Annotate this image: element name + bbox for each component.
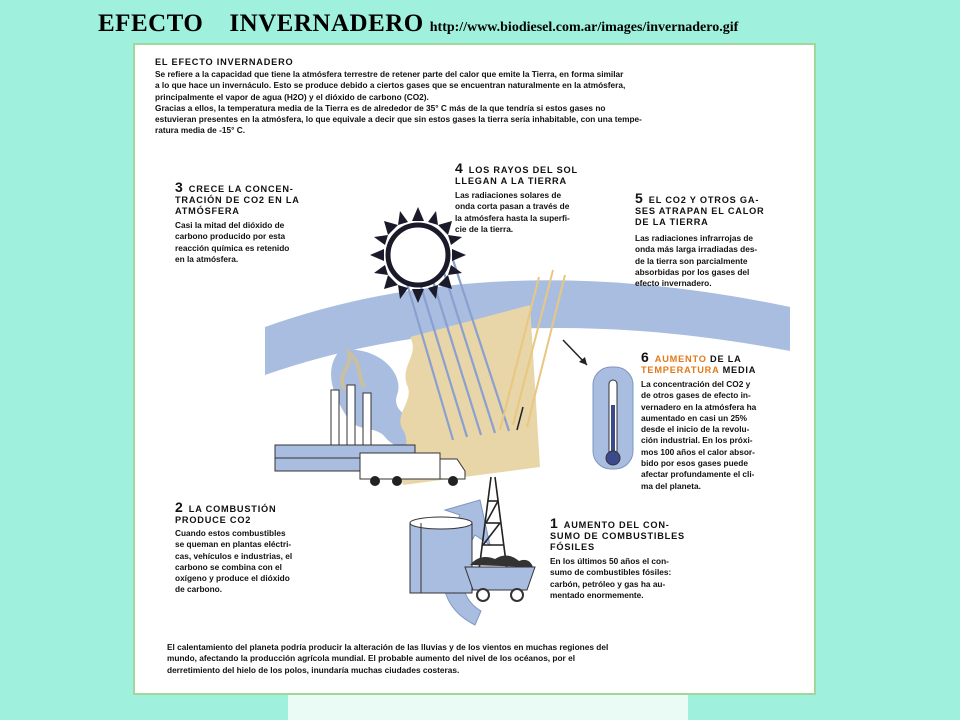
step2-line: cas, vehículos e industrias, el bbox=[175, 550, 293, 561]
step5-line: absorbidas por los gases del bbox=[635, 266, 750, 277]
step6-heading bbox=[641, 349, 757, 376]
step1-heading-line: SUMO DE COMBUSTIBLES bbox=[550, 531, 685, 541]
step6-text bbox=[641, 379, 756, 492]
step2-line: oxígeno y produce el dióxido bbox=[175, 573, 290, 584]
step2-heading bbox=[175, 499, 277, 526]
step6-line: ma del planeta. bbox=[641, 480, 701, 491]
step4-heading-line: LOS RAYOS DEL SOL bbox=[468, 165, 578, 175]
step6-line: ción industrial. En los próxi- bbox=[641, 435, 753, 446]
thermometer-icon bbox=[593, 367, 633, 469]
step3-line: carbono producido por esta bbox=[175, 231, 286, 242]
intro-line: estuvieran presentes en la atmósfera, lo que equivale a decir que sin estos gases la tierra sería inhabitable, con una tempe- bbox=[155, 114, 642, 125]
step3-heading-line: TRACIÓN DE CO2 EN LA bbox=[175, 195, 300, 205]
intro-line: a lo que hace un invernáculo. Esto se produce debido a ciertos gases que se encuentran naturalmente en la atmósfera, bbox=[155, 80, 626, 91]
step3-heading-line: ATMÓSFERA bbox=[175, 206, 240, 216]
title-word-invernadero: INVERNADERO bbox=[229, 10, 424, 37]
step1-line: En los últimos 50 años el con- bbox=[550, 556, 669, 566]
step4-line: onda corta pasan a través de bbox=[455, 201, 570, 212]
footer-line: mundo, afectando la producción agrícola mundial. El probable aumento del nivel de los océanos, por el bbox=[167, 653, 576, 664]
step4-line: la atmósfera hasta la superfi- bbox=[455, 212, 570, 223]
step1-line: carbón, petróleo y gas ha au- bbox=[550, 578, 666, 589]
step4-line: cie de la tierra. bbox=[455, 223, 514, 234]
step6-heading-text: MEDIA bbox=[722, 365, 757, 375]
step6-line: bido por esos gases puede bbox=[641, 458, 748, 469]
intro-heading: EL EFECTO INVERNADERO bbox=[155, 57, 294, 67]
footer-line: El calentamiento del planeta podría producir la alteración de las lluvias y de los vientos en muchas regiones del bbox=[167, 642, 609, 652]
intro-line: Gracias a ellos, la temperatura media de la Tierra es de alrededor de 35° C más de la que tendría si estos gases no bbox=[155, 102, 606, 113]
source-url: http://www.biodiesel.com.ar/images/invernadero.gif bbox=[429, 20, 739, 35]
storage-tank-icon bbox=[410, 517, 472, 593]
step5-heading-line: SES ATRAPAN EL CALOR bbox=[635, 206, 765, 216]
step6-line: vernadero en la atmósfera ha bbox=[641, 401, 757, 412]
sun-icon bbox=[370, 207, 466, 303]
step6-line: afectar profundamente el cli- bbox=[641, 469, 755, 480]
step5-heading-line: EL CO2 Y OTROS GA- bbox=[648, 195, 760, 205]
step5-number: 5 bbox=[635, 190, 643, 206]
intro-line: ratura media de -15° C. bbox=[155, 125, 246, 136]
greenhouse-diagram bbox=[133, 43, 816, 695]
step6-heading-text: DE LA bbox=[710, 354, 742, 364]
step6-line: La concentración del CO2 y bbox=[641, 379, 751, 389]
step6-heading-orange: AUMENTO bbox=[654, 354, 707, 364]
step2-heading-line: LA COMBUSTIÓN bbox=[188, 504, 277, 514]
intro-line: principalmente el vapor de agua (H2O) y el dióxido de carbono (CO2). bbox=[155, 91, 429, 102]
step6-line: desde el inicio de la revolu- bbox=[641, 424, 750, 435]
step3-heading-line: CRECE LA CONCEN- bbox=[188, 184, 294, 194]
coal-cart-icon bbox=[465, 555, 535, 601]
step2-line: de carbono. bbox=[175, 584, 223, 595]
bottom-strip bbox=[288, 695, 688, 720]
step2-line: carbono se combina con el bbox=[175, 561, 282, 572]
step6-line: mos 100 años el calor absor- bbox=[641, 446, 755, 457]
footer-text bbox=[167, 642, 807, 676]
step5-text bbox=[635, 233, 757, 289]
step1-heading-line: AUMENTO DEL CON- bbox=[563, 520, 670, 530]
step3-number: 3 bbox=[175, 179, 183, 195]
step5-line: de la tierra son parcialmente bbox=[635, 255, 748, 266]
step3-heading bbox=[175, 179, 300, 217]
step6-line: de otros gases de efecto in- bbox=[641, 390, 751, 401]
step1-text bbox=[550, 556, 671, 601]
step3-line: Casi la mitad del dióxido de bbox=[175, 220, 285, 230]
step2-line: Cuando estos combustibles bbox=[175, 528, 286, 538]
step3-line: reacción química es retenido bbox=[175, 242, 290, 253]
step2-text bbox=[175, 528, 292, 596]
intro-text bbox=[155, 69, 805, 137]
step4-text bbox=[455, 190, 570, 235]
footer-line: derretimiento del hielo de los polos, inundaría muchas ciudades costeras. bbox=[167, 664, 460, 675]
step6-number: 6 bbox=[641, 349, 649, 365]
step1-number: 1 bbox=[550, 515, 558, 531]
step4-heading bbox=[455, 160, 578, 187]
step4-heading-line: LLEGAN A LA TIERRA bbox=[455, 176, 567, 186]
step5-heading bbox=[635, 190, 765, 228]
step5-line: Las radiaciones infrarrojas de bbox=[635, 233, 754, 243]
step1-heading bbox=[550, 515, 685, 553]
step2-heading-line: PRODUCE CO2 bbox=[175, 515, 252, 525]
step4-line: Las radiaciones solares de bbox=[455, 190, 562, 200]
step6-heading-orange: TEMPERATURA bbox=[641, 365, 720, 375]
step1-heading-line: FÓSILES bbox=[550, 542, 595, 552]
step3-line: en la atmósfera. bbox=[175, 253, 239, 264]
step6-line: aumentado en casi un 25% bbox=[641, 412, 748, 423]
step1-line: sumo de combustibles fósiles: bbox=[550, 567, 672, 578]
step2-number: 2 bbox=[175, 499, 183, 515]
title-word-efecto: EFECTO bbox=[98, 10, 204, 37]
page-title bbox=[98, 10, 738, 38]
step5-line: onda más larga irradiadas des- bbox=[635, 244, 758, 255]
step5-line: efecto invernadero. bbox=[635, 278, 712, 289]
intro-line: Se refiere a la capacidad que tiene la atmósfera terrestre de retener parte del calor que emite la Tierra, en forma similar bbox=[155, 69, 624, 79]
step1-line: mentado enormemente. bbox=[550, 589, 644, 600]
step5-heading-line: DE LA TIERRA bbox=[635, 217, 709, 227]
step2-line: se queman en plantas eléctri- bbox=[175, 539, 292, 550]
step3-text bbox=[175, 220, 289, 265]
step4-number: 4 bbox=[455, 160, 463, 176]
